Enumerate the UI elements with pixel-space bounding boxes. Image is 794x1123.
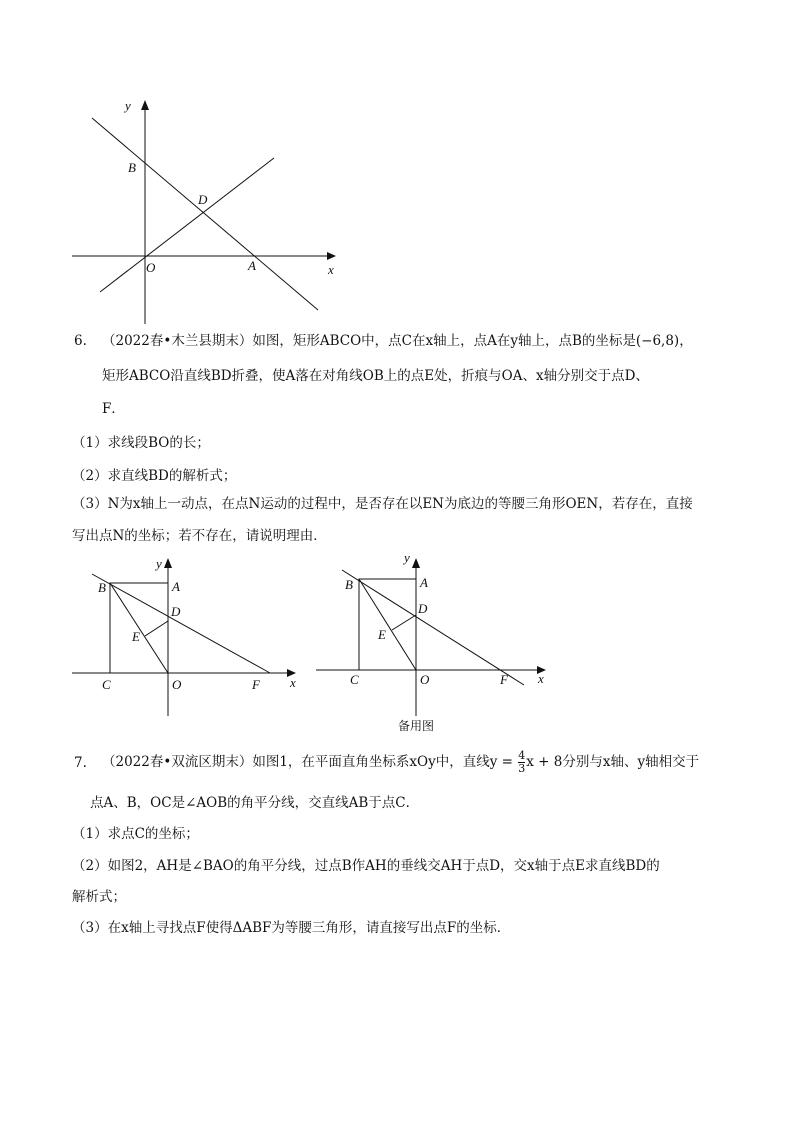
line-ed <box>392 615 416 630</box>
label-o: O <box>146 260 156 275</box>
question-7-line-2: 点A、B，OC是∠AOB的角平分线，交直线AB于点C． <box>90 795 420 811</box>
question-7-part-3: （3）在x轴上寻找点F使得ΔABF为等腰三角形，请直接写出点F的坐标． <box>72 920 511 936</box>
question-7-line-1 <box>102 749 699 775</box>
label-d: D <box>171 604 181 619</box>
figure-q5 <box>70 96 350 326</box>
question-6-part-3b: 写出点N的坐标；若不存在，请说明理由． <box>72 528 327 544</box>
label-b: B <box>98 580 106 595</box>
label-b: B <box>345 577 353 592</box>
fraction-denominator: 3 <box>518 762 526 775</box>
question-7-text-1b: x + 8分别与x轴、y轴相交于 <box>526 754 700 770</box>
figure-q6 <box>70 556 310 722</box>
question-7-source: （2022春•双流区期末） <box>102 754 253 770</box>
fraction-numerator: 4 <box>518 749 526 762</box>
label-b: B <box>128 160 136 175</box>
label-o: O <box>420 672 430 687</box>
y-axis-arrow <box>141 100 149 110</box>
backup-figure-caption: 备用图 <box>398 719 435 733</box>
y-axis-arrow <box>164 558 172 568</box>
question-6-number: 6. <box>74 333 87 349</box>
question-7-part-2b: 解析式； <box>72 889 126 905</box>
question-6-line-2: 矩形ABCO沿直线BD折叠，使A落在对角线OB上的点E处，折痕与OA、x轴分别交于点D、 <box>102 368 649 384</box>
label-a: A <box>172 579 180 594</box>
question-6-part-1: （1）求线段BO的长； <box>72 435 210 451</box>
x-axis-arrow <box>327 252 336 260</box>
label-x: x <box>290 675 296 690</box>
question-6-text-1: 如图，矩形ABCO中，点C在x轴上，点A在y轴上，点B的坐标是(−6,8)， <box>252 333 693 349</box>
question-6-part-3a: （3）N为x轴上一动点，在点N运动的过程中，是否存在以EN为底边的等腰三角形OEN，若存在，直接 <box>72 496 693 512</box>
question-7-text-1a: 如图1，在平面直角坐标系xOy中，直线y = <box>252 754 513 770</box>
question-7-part-1: （1）求点C的坐标； <box>72 826 199 842</box>
line-ed <box>145 621 168 636</box>
line-bf <box>92 574 270 673</box>
line-bo <box>359 579 416 670</box>
label-d: D <box>198 192 208 207</box>
label-e: E <box>132 629 140 644</box>
label-x: x <box>328 262 334 277</box>
label-f: F <box>252 677 260 692</box>
question-6-source: （2022春•木兰县期末） <box>102 333 253 349</box>
label-y: y <box>156 556 162 571</box>
fraction-four-thirds <box>518 750 525 775</box>
label-f: F <box>500 672 508 687</box>
label-x: x <box>538 671 544 686</box>
label-c: C <box>102 677 111 692</box>
figure-q6-backup <box>312 548 552 738</box>
label-y: y <box>404 550 410 565</box>
label-y: y <box>125 98 131 113</box>
label-o: O <box>172 677 182 692</box>
question-6-line-3: F． <box>102 401 125 417</box>
label-a: A <box>420 575 428 590</box>
line-bf <box>342 570 524 685</box>
line-bo <box>110 583 168 673</box>
question-7-part-2a: （2）如图2，AH是∠BAO的角平分线，过点B作AH的垂线交AH于点D，交x轴于点E求直线BD的 <box>72 858 660 874</box>
label-d: D <box>418 601 428 616</box>
question-6-part-2: （2）求直线BD的解析式； <box>72 468 237 484</box>
question-7-number: 7. <box>74 755 87 771</box>
label-a: A <box>248 258 256 273</box>
label-c: C <box>350 672 359 687</box>
label-e: E <box>378 627 386 642</box>
question-6-line-1 <box>102 331 693 351</box>
line-ab <box>92 118 318 310</box>
y-axis-arrow <box>412 558 420 568</box>
